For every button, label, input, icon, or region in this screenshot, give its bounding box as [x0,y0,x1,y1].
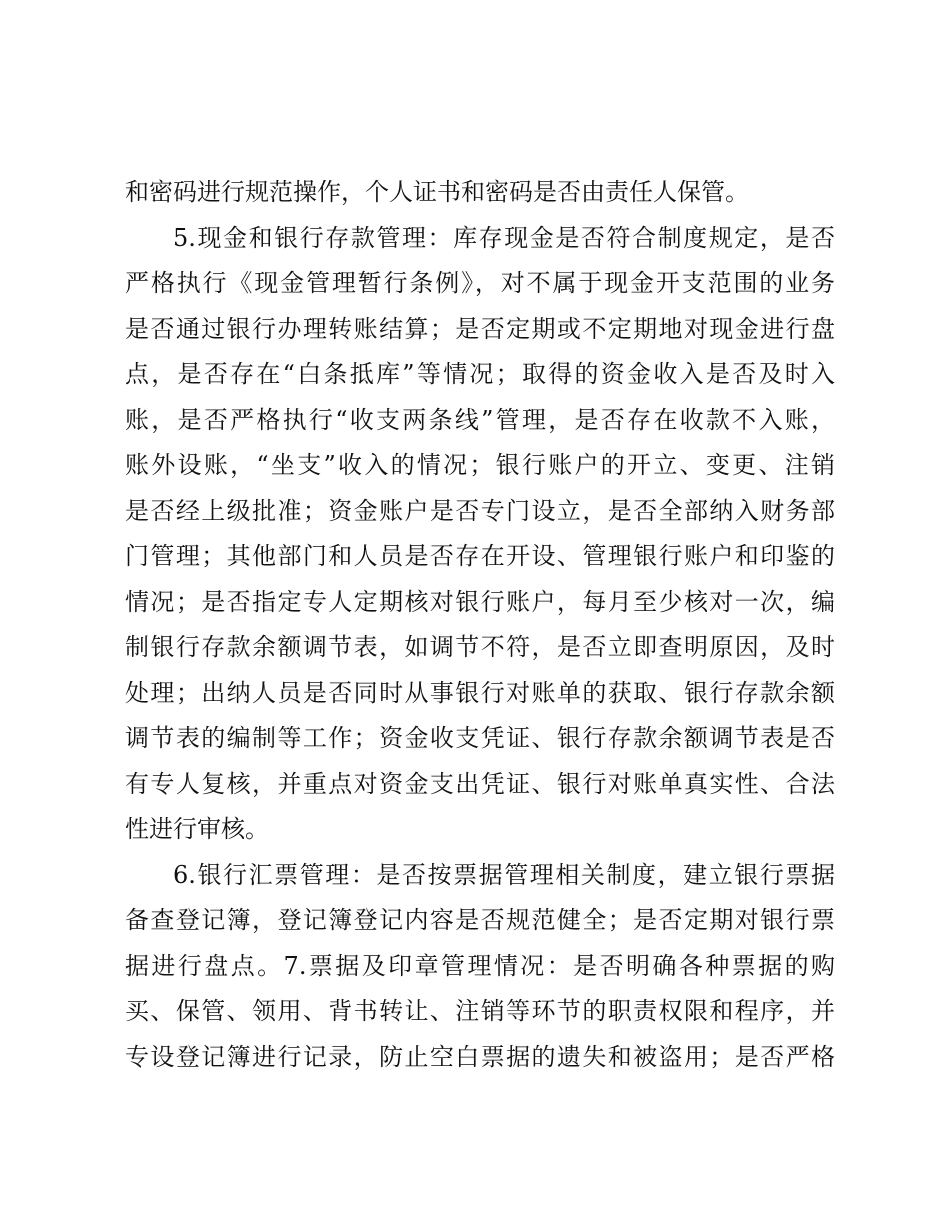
text-line: 制银行存款余额调节表，如调节不符，是否立即查明原因，及时 [125,633,835,661]
text-line: 6.银行汇票管理：是否按票据管理相关制度，建立银行票据 [173,860,835,889]
text-line: 买、保管、领用、背书转让、注销等环节的职责权限和程序，并 [125,997,835,1025]
text-line: 据进行盘点。7.票据及印章管理情况：是否明确各种票据的购 [125,951,835,980]
text-line: 调节表的编制等工作；资金收支凭证、银行存款余额调节表是否 [125,724,835,752]
text-line: 性进行审核。 [125,815,269,843]
text-line: 专设登记簿进行记录，防止空白票据的遗失和被盗用；是否严格 [125,1042,835,1071]
document-body [125,170,835,1080]
text-line: 严格执行《现金管理暂行条例》，对不属于现金开支范围的业务 [125,269,835,297]
text-line: 情况；是否指定专人定期核对银行账户，每月至少核对一次，编 [125,587,835,616]
text-line: 点，是否存在“白条抵库”等情况；取得的资金收入是否及时入 [125,360,835,388]
text-line: 账外设账，“坐支”收入的情况；银行账户的开立、变更、注销 [125,451,835,479]
text-line: 备查登记簿，登记簿登记内容是否规范健全；是否定期对银行票 [125,906,835,934]
text-line: 有专人复核，并重点对资金支出凭证、银行对账单真实性、合法 [125,769,835,798]
text-line: 门管理；其他部门和人员是否存在开设、管理银行账户和印鉴的 [125,542,835,570]
text-line: 5.现金和银行存款管理：库存现金是否符合制度规定，是否 [173,223,835,252]
text-line: 账，是否严格执行“收支两条线”管理，是否存在收款不入账， [125,405,835,434]
text-line: 处理；出纳人员是否同时从事银行对账单的获取、银行存款余额 [125,678,835,707]
text-line: 是否通过银行办理转账结算；是否定期或不定期地对现金进行盘 [125,314,835,343]
text-line: 是否经上级批准；资金账户是否专门设立，是否全部纳入财务部 [125,496,835,525]
text-line: 和密码进行规范操作，个人证书和密码是否由责任人保管。 [125,178,749,206]
